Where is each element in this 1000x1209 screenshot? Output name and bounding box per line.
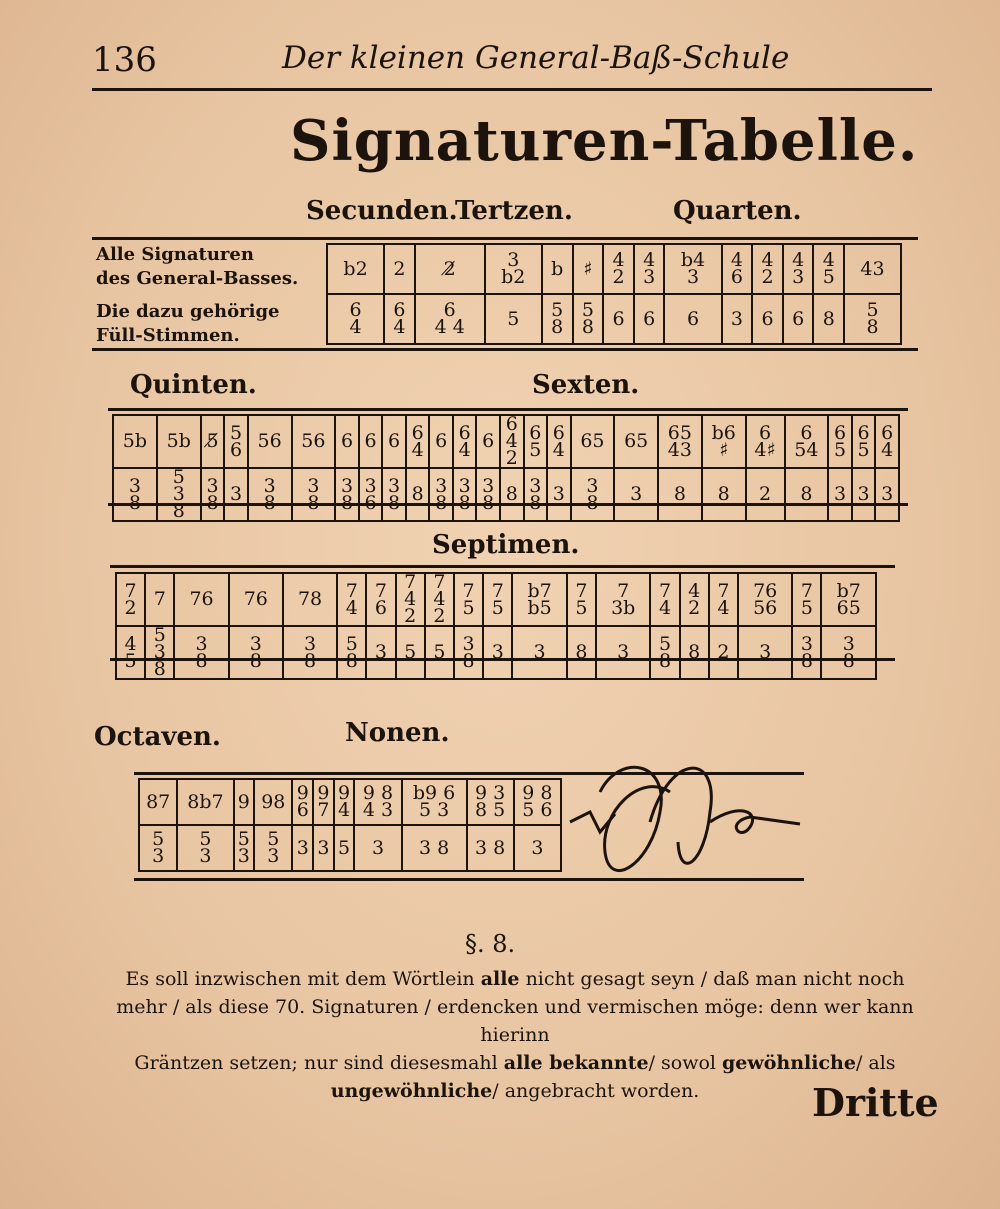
- signature-cell: 8: [500, 468, 524, 521]
- signature-cell: 3: [875, 468, 899, 521]
- signature-cell: 3 8: [402, 825, 467, 871]
- signature-cell: 8: [813, 294, 844, 344]
- signature-cell: 5 3: [234, 825, 255, 871]
- signature-cell: b9 6 5 3: [402, 779, 467, 825]
- signature-cell: 3: [547, 468, 571, 521]
- signature-cell: 2: [384, 244, 415, 294]
- table-row-top: [327, 244, 901, 294]
- signature-cell: 4 6: [722, 244, 753, 294]
- signature-cell: 76: [174, 573, 228, 626]
- signature-cell: 7 5: [567, 573, 596, 626]
- text-run: / als: [855, 1052, 896, 1074]
- signature-cell: 8: [567, 626, 596, 679]
- signature-cell: 7 2: [116, 573, 145, 626]
- paragraph-line-1: [100, 965, 930, 993]
- paragraph-line-2: mehr / als diese 70. Signaturen / erdencken und vermischen möge: denn wer kann hierinn: [116, 996, 914, 1046]
- signature-cell: 6 4: [453, 415, 477, 468]
- text-run: nicht gesagt seyn / daß man nicht noch: [519, 968, 905, 990]
- heading-secunden: Secunden.: [306, 196, 458, 226]
- signature-cell: 6 4: [406, 415, 430, 468]
- signature-cell: 4 3: [783, 244, 814, 294]
- page-number: 136: [92, 40, 157, 80]
- signature-cell: 56: [292, 415, 336, 468]
- table-row-bottom: [139, 825, 561, 871]
- signature-cell: 5: [485, 294, 542, 344]
- signature-cell: ♯: [573, 244, 604, 294]
- signature-cell: 9 8 4 3: [354, 779, 401, 825]
- signature-table-3: [115, 572, 877, 680]
- signature-cell: 3: [354, 825, 401, 871]
- signature-table-4: [138, 778, 562, 872]
- signature-cell: b7 b5: [512, 573, 566, 626]
- signature-cell: 6: [335, 415, 359, 468]
- text-run: / angebracht worden.: [492, 1080, 700, 1102]
- signature-cell: 3: [512, 626, 566, 679]
- table-row-top: [113, 415, 899, 468]
- signature-cell: 5: [396, 626, 425, 679]
- signature-cell: 3: [738, 626, 792, 679]
- table-row-top: [139, 779, 561, 825]
- signature-cell: 65: [571, 415, 615, 468]
- signature-cell: 3 8: [248, 468, 292, 521]
- signature-cell: 3 8: [229, 626, 283, 679]
- signature-cell: 6: [783, 294, 814, 344]
- signature-cell: 7 6: [366, 573, 395, 626]
- signature-cell: 6: [476, 415, 500, 468]
- signature-cell: 3: [722, 294, 753, 344]
- signature-cell: 3 8: [335, 468, 359, 521]
- signature-cell: 65 43: [658, 415, 702, 468]
- row-label-fills: Die dazu gehörige Füll-Stimmen.: [96, 301, 280, 346]
- text-run-bold: gewöhnliche: [722, 1052, 856, 1074]
- signature-cell: 6 4: [327, 294, 384, 344]
- signature-cell: b7 65: [821, 573, 876, 626]
- table-row-top: [116, 573, 876, 626]
- table1-top-rule: [92, 237, 918, 240]
- text-run-bold: alle bekannte: [503, 1052, 649, 1074]
- signature-cell: 3 8: [524, 468, 548, 521]
- signature-cell: 3 8: [821, 626, 876, 679]
- signature-cell: 2̸: [415, 244, 485, 294]
- page-title: Signaturen-Tabelle.: [290, 108, 919, 174]
- signature-cell: 5 8: [337, 626, 366, 679]
- table2-top-rule: [108, 408, 908, 411]
- signature-cell: 7 5: [792, 573, 821, 626]
- text-run-bold: alle: [480, 968, 520, 990]
- signature-cell: 7 5: [483, 573, 512, 626]
- text-run: / sowol: [648, 1052, 723, 1074]
- table3-top-rule: [110, 565, 895, 568]
- signature-cell: 3: [514, 825, 561, 871]
- signature-cell: 6 54: [785, 415, 829, 468]
- signature-cell: 3 8: [467, 825, 514, 871]
- signature-table-1: [326, 243, 902, 345]
- signature-cell: 3: [313, 825, 334, 871]
- text-run-bold: ungewöhnliche: [330, 1080, 493, 1102]
- signature-cell: 3: [614, 468, 658, 521]
- signature-cell: 6: [429, 415, 453, 468]
- table1-bottom-rule: [92, 348, 918, 351]
- signature-cell: 6: [664, 294, 721, 344]
- signature-cell: 56: [248, 415, 292, 468]
- signature-cell: 5 8: [844, 294, 901, 344]
- signature-cell: 78: [283, 573, 337, 626]
- signature-cell: 6 4♯: [746, 415, 785, 468]
- signature-cell: 3 8: [283, 626, 337, 679]
- heading-septimen: Septimen.: [432, 530, 580, 560]
- text-run: Gräntzen setzen; nur sind diesesmahl: [134, 1052, 504, 1074]
- signature-cell: 9 7: [313, 779, 334, 825]
- signature-cell: 6 4 2: [500, 415, 524, 468]
- signature-cell: 5: [334, 825, 355, 871]
- signature-cell: 76 56: [738, 573, 792, 626]
- signature-cell: 65: [614, 415, 658, 468]
- signature-cell: 8: [785, 468, 829, 521]
- signature-cell: 5 3: [139, 825, 177, 871]
- signature-cell: 3: [483, 626, 512, 679]
- signature-cell: 3: [366, 626, 395, 679]
- signature-cell: 9: [234, 779, 255, 825]
- signature-cell: 7: [145, 573, 174, 626]
- signature-cell: 3 6: [359, 468, 383, 521]
- signature-cell: 5 8: [650, 626, 679, 679]
- signature-cell: b2: [327, 244, 384, 294]
- signature-cell: 3: [224, 468, 248, 521]
- signature-cell: 3 8: [792, 626, 821, 679]
- paragraph-line-4: [100, 1077, 930, 1105]
- signature-cell: 6: [752, 294, 783, 344]
- heading-quarten: Quarten.: [673, 196, 802, 226]
- signature-cell: 3 8: [571, 468, 615, 521]
- signature-cell: 3: [596, 626, 650, 679]
- running-title: Der kleinen General-Baß-Schule: [282, 40, 790, 76]
- signature-cell: 5 8: [542, 294, 573, 344]
- signature-cell: 4 2: [603, 244, 634, 294]
- paragraph-line-3: [100, 1049, 930, 1077]
- signature-cell: 5 3: [254, 825, 292, 871]
- row-label-signatures: Alle Signaturen des General-Basses.: [96, 244, 299, 289]
- heading-tertzen: Tertzen.: [455, 196, 573, 226]
- signature-cell: 7 4 2: [425, 573, 454, 626]
- section-number: §. 8.: [465, 930, 516, 958]
- signature-cell: 4 2: [752, 244, 783, 294]
- signature-cell: 4 2: [680, 573, 709, 626]
- paragraph: [100, 965, 930, 1105]
- signature-cell: 6 4: [547, 415, 571, 468]
- heading-quinten: Quinten.: [130, 370, 257, 400]
- signature-cell: 6: [603, 294, 634, 344]
- signature-cell: b: [542, 244, 573, 294]
- table-row-bottom: [327, 294, 901, 344]
- signature-cell: 5 8: [573, 294, 604, 344]
- signature-cell: 5 3 8: [145, 626, 174, 679]
- signature-cell: 3 8: [454, 626, 483, 679]
- signature-cell: 6 4 4: [415, 294, 485, 344]
- signature-cell: 8: [702, 468, 746, 521]
- signature-cell: 6: [359, 415, 383, 468]
- signature-cell: 3 8: [382, 468, 406, 521]
- signature-cell: 87: [139, 779, 177, 825]
- signature-cell: 6 4: [384, 294, 415, 344]
- signature-cell: 9 4: [334, 779, 355, 825]
- signature-cell: 9 6: [292, 779, 313, 825]
- signature-cell: 6 5: [828, 415, 852, 468]
- signature-cell: 3 8: [429, 468, 453, 521]
- header-rule: [92, 88, 932, 91]
- catchword: Dritte: [812, 1080, 939, 1125]
- signature-cell: 3 8: [453, 468, 477, 521]
- signature-cell: 7 5: [454, 573, 483, 626]
- signature-cell: 3 8: [113, 468, 157, 521]
- signature-cell: 98: [254, 779, 292, 825]
- signature-cell: 9 3 8 5: [467, 779, 514, 825]
- signature-cell: 5 3: [177, 825, 233, 871]
- signature-cell: 3: [292, 825, 313, 871]
- signature-cell: 8: [658, 468, 702, 521]
- signature-cell: 5b: [157, 415, 201, 468]
- signature-table-2: [112, 414, 900, 522]
- signature-cell: 4 5: [116, 626, 145, 679]
- table-row-bottom: [116, 626, 876, 679]
- signature-cell: 7 4: [709, 573, 738, 626]
- signature-cell: 7 4: [337, 573, 366, 626]
- signature-cell: 5 3 8: [157, 468, 201, 521]
- text-run: Es soll inzwischen mit dem Wörtlein: [125, 968, 481, 990]
- signature-cell: 7 4 2: [396, 573, 425, 626]
- signature-cell: 7 4: [650, 573, 679, 626]
- signature-cell: 2: [709, 626, 738, 679]
- signature-cell: b4 3: [664, 244, 721, 294]
- signature-cell: 7 3b: [596, 573, 650, 626]
- signature-cell: 9 8 5 6: [514, 779, 561, 825]
- heading-octaven: Octaven.: [94, 722, 221, 752]
- signature-cell: 3 8: [476, 468, 500, 521]
- signature-cell: 5b: [113, 415, 157, 468]
- signature-cell: 2: [746, 468, 785, 521]
- signature-cell: 5̸: [201, 415, 225, 468]
- signature-cell: 5 6: [224, 415, 248, 468]
- signature-cell: 6 5: [524, 415, 548, 468]
- signature-cell: 8: [406, 468, 430, 521]
- signature-cell: 3 8: [292, 468, 336, 521]
- heading-sexten: Sexten.: [532, 370, 640, 400]
- flourish-ornament: [560, 752, 810, 892]
- signature-cell: 3 8: [201, 468, 225, 521]
- signature-cell: 4 3: [634, 244, 665, 294]
- signature-cell: 3 8: [174, 626, 228, 679]
- signature-cell: 43: [844, 244, 901, 294]
- signature-cell: 6 5: [852, 415, 876, 468]
- signature-cell: 3: [852, 468, 876, 521]
- table-row-bottom: [113, 468, 899, 521]
- signature-cell: 3: [828, 468, 852, 521]
- signature-cell: 5: [425, 626, 454, 679]
- signature-cell: 6: [634, 294, 665, 344]
- heading-nonen: Nonen.: [345, 718, 450, 748]
- signature-cell: 3 b2: [485, 244, 542, 294]
- signature-cell: 8: [680, 626, 709, 679]
- signature-cell: 6 4: [875, 415, 899, 468]
- signature-cell: b6 ♯: [702, 415, 746, 468]
- signature-cell: 8b7: [177, 779, 233, 825]
- signature-cell: 6: [382, 415, 406, 468]
- signature-cell: 4 5: [813, 244, 844, 294]
- signature-cell: 76: [229, 573, 283, 626]
